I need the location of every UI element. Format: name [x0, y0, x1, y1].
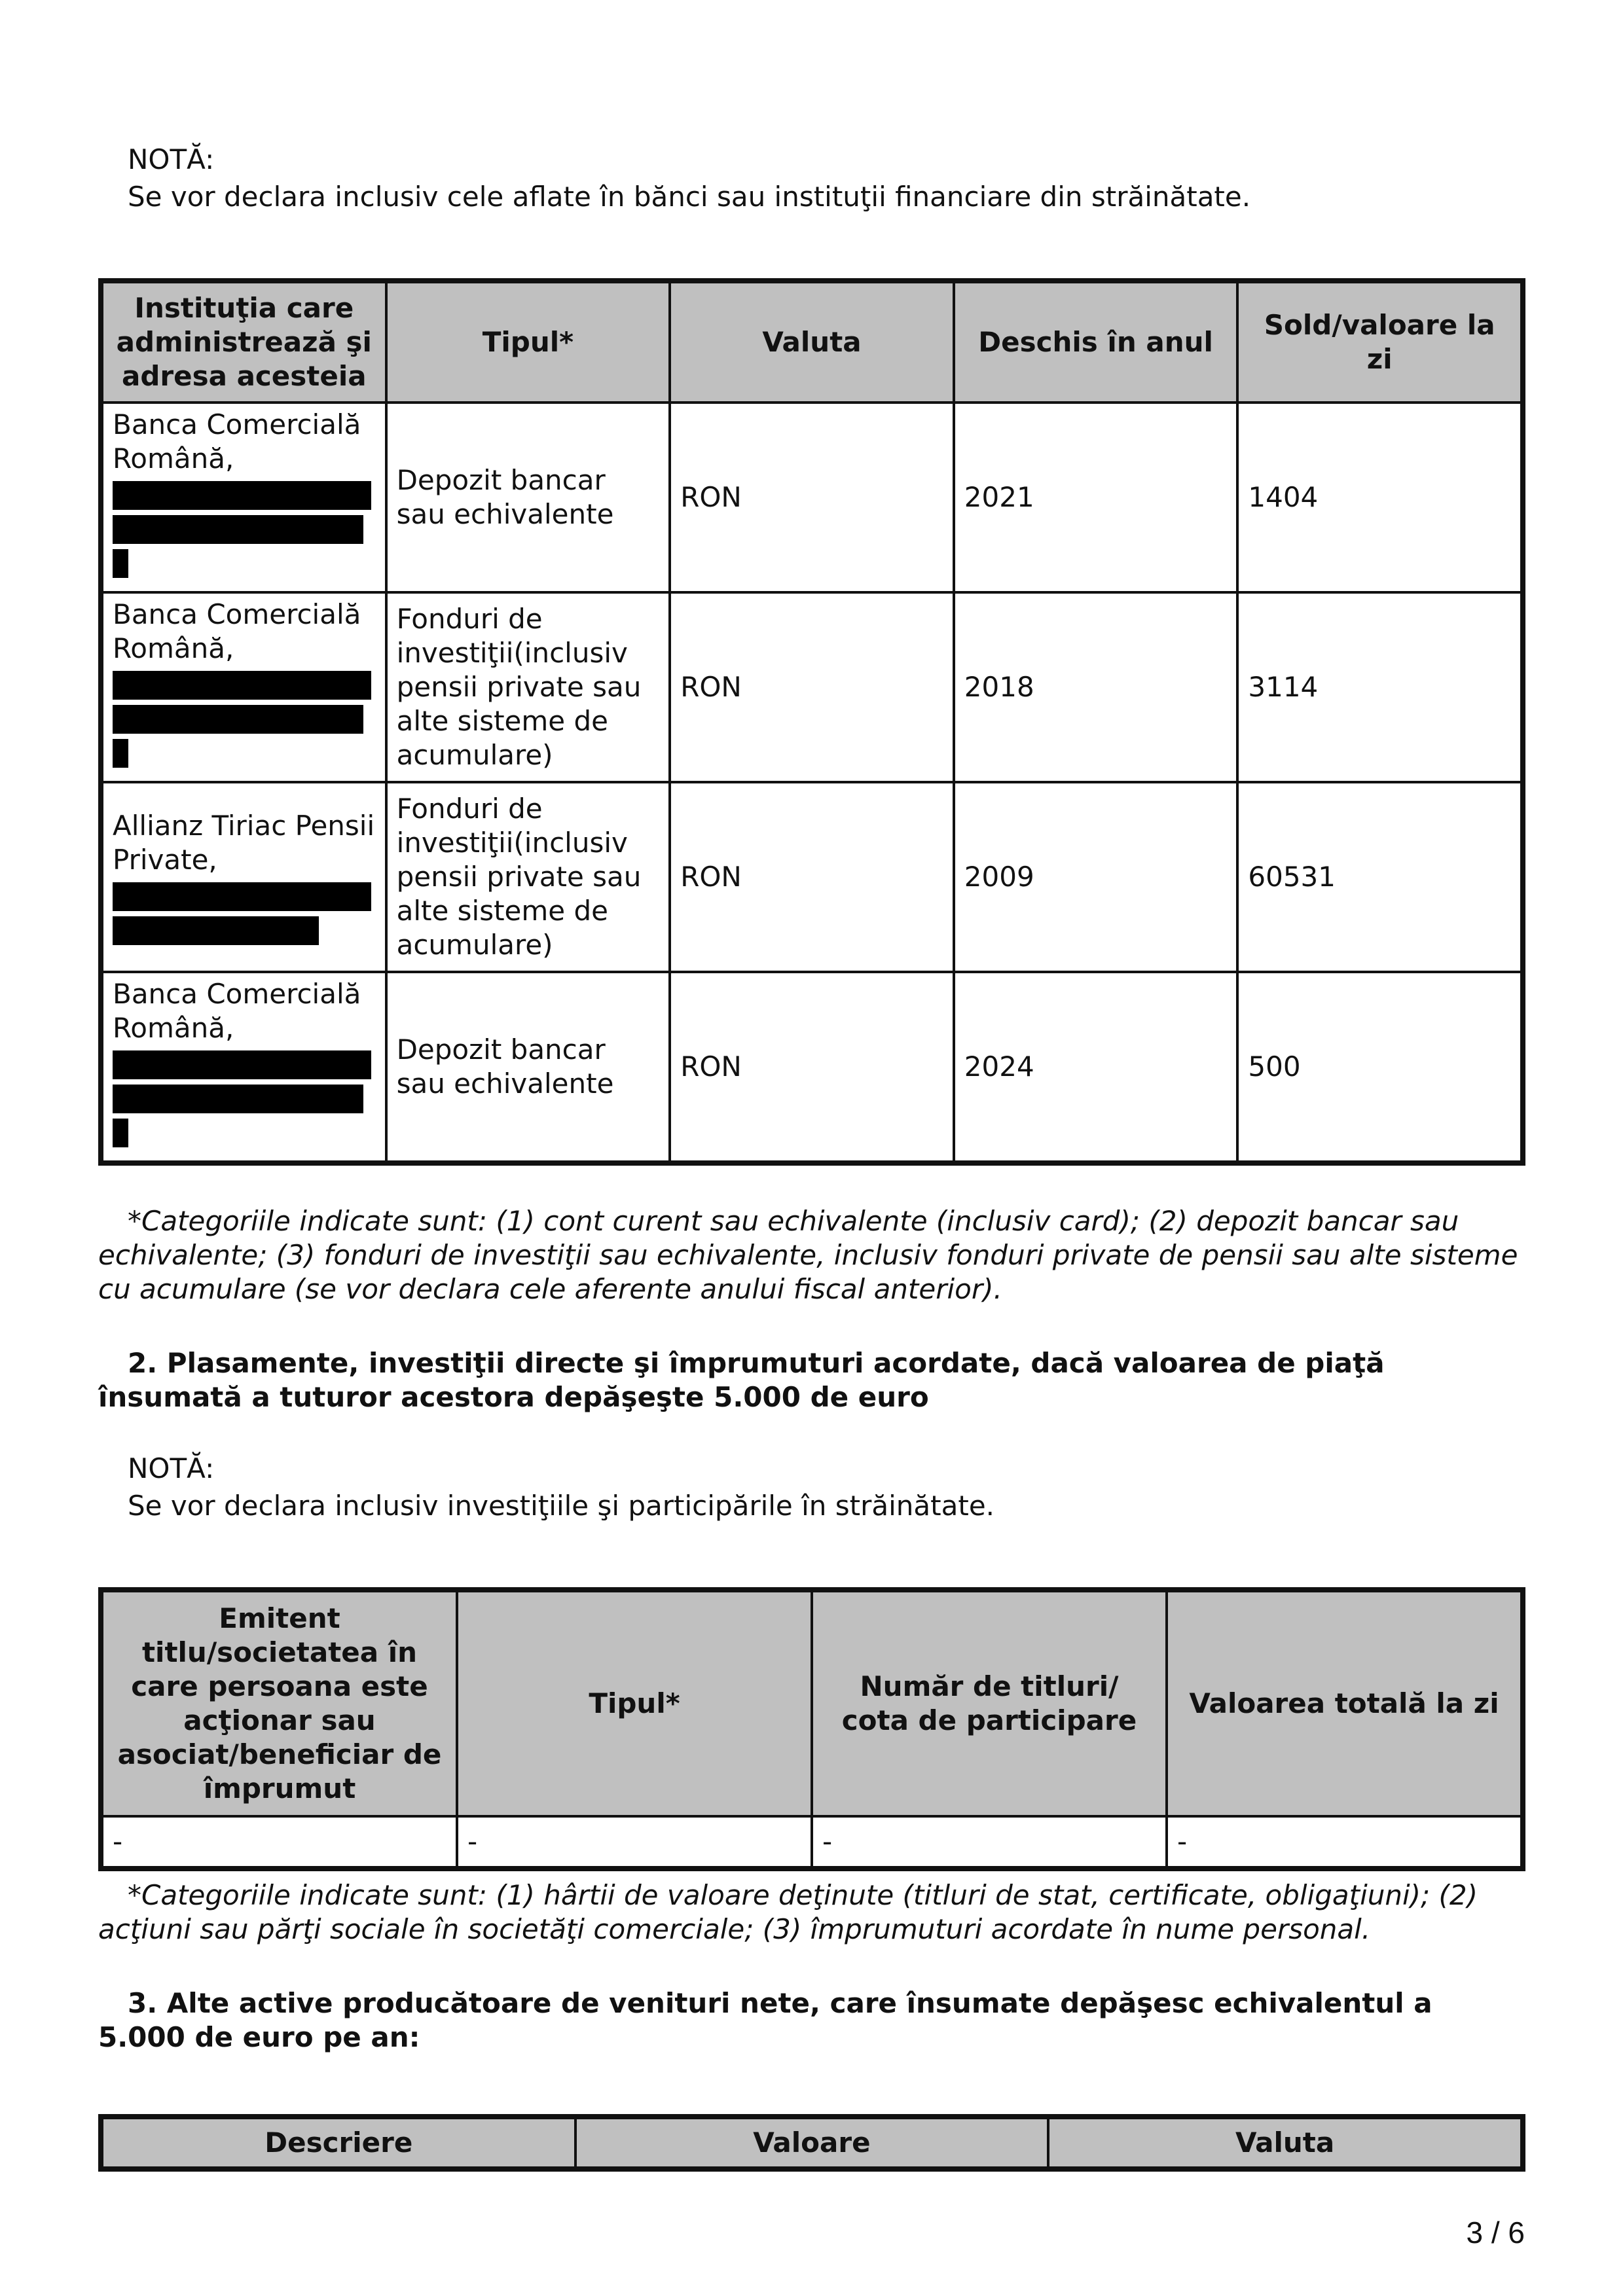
- table-header-row: [103, 1592, 1520, 1815]
- issuer-cell: -: [103, 1818, 456, 1866]
- table-row: [103, 594, 1520, 781]
- accounts-table: [98, 278, 1525, 1166]
- year-cell: 2021: [955, 404, 1237, 591]
- currency-cell: RON: [671, 973, 953, 1160]
- section-title: 2. Plasamente, investiţii directe şi împrumuturi acordate, dacă valoarea de piaţă însumată a tuturor acestora depăşeşte 5.000 de euro: [98, 1347, 1385, 1413]
- institution-name: Banca Comercială Română,: [113, 408, 361, 475]
- institution-cell: [103, 973, 385, 1160]
- note-text: Se vor declara inclusiv cele aflate în bănci sau instituţii financiare din străinătate.: [128, 181, 1251, 213]
- other-assets-table: [98, 2114, 1525, 2172]
- table-header-row: [103, 2119, 1520, 2166]
- header-value: Valoare: [577, 2119, 1048, 2166]
- balance-cell: 3114: [1239, 594, 1520, 781]
- header-currency: Valuta: [671, 283, 953, 401]
- year-cell: 2024: [955, 973, 1237, 1160]
- institution-name: Banca Comercială Română,: [113, 978, 361, 1044]
- table-footnote: *Categoriile indicate sunt: (1) cont curent sau echivalente (inclusiv card); (2) depozit bancar sau echivalente; (3) fonduri de investiţii sau echivalente, inclusiv fonduri private de pensii sau alte sisteme cu acumulare (se vor declara cele aferente anului fiscal anterior).: [98, 1205, 1518, 1305]
- section-title: 3. Alte active producătoare de venituri nete, care însumate depăşesc echivalentul a 5.000 de euro pe an:: [98, 1987, 1432, 2053]
- shares-cell: -: [813, 1818, 1165, 1866]
- redaction-bar: [113, 739, 128, 768]
- balance-cell: 500: [1239, 973, 1520, 1160]
- institution-cell: [103, 594, 385, 781]
- header-currency: Valuta: [1049, 2119, 1520, 2166]
- type-cell: Depozit bancar sau echivalente: [388, 404, 669, 591]
- institution-name: Banca Comercială Română,: [113, 598, 361, 664]
- redaction-bar: [113, 515, 363, 544]
- redaction-bar: [113, 481, 371, 510]
- table-footnote: *Categoriile indicate sunt: (1) hârtii de valoare deţinute (titluri de stat, certificate, obligaţiuni); (2) acţiuni sau părţi sociale în societăţi comerciale; (3) împrumuturi acordate în nume personal.: [98, 1879, 1478, 1945]
- table-header-row: [103, 283, 1520, 401]
- currency-cell: RON: [671, 404, 953, 591]
- redaction-bar: [113, 882, 371, 911]
- type-cell: -: [458, 1818, 811, 1866]
- note-text: Se vor declara inclusiv investiţiile şi participările în străinătate.: [128, 1490, 995, 1522]
- redaction-bar: [113, 1085, 363, 1113]
- header-shares: Număr de titluri/ cota de participare: [813, 1592, 1165, 1815]
- redaction-bar: [113, 916, 319, 945]
- header-type: Tipul*: [458, 1592, 811, 1815]
- table-row: [103, 1818, 1520, 1866]
- year-cell: 2018: [955, 594, 1237, 781]
- header-institution: Instituţia care administrează şi adresa acesteia: [103, 283, 385, 401]
- balance-cell: 60531: [1239, 783, 1520, 971]
- note-heading: NOTĂ:: [128, 1452, 215, 1484]
- header-year: Deschis în anul: [955, 283, 1237, 401]
- header-description: Descriere: [103, 2119, 574, 2166]
- redaction-bar: [113, 1050, 371, 1079]
- page-number: 3 / 6: [1466, 2215, 1525, 2250]
- currency-cell: RON: [671, 783, 953, 971]
- type-cell: Fonduri de investiţii(inclusiv pensii private sau alte sisteme de acumulare): [388, 594, 669, 781]
- investments-table: [98, 1587, 1525, 1871]
- redaction-bar: [113, 549, 128, 578]
- redaction-bar: [113, 705, 363, 734]
- header-total-value: Valoarea totală la zi: [1168, 1592, 1520, 1815]
- year-cell: 2009: [955, 783, 1237, 971]
- header-type: Tipul*: [388, 283, 669, 401]
- header-issuer: Emitent titlu/societatea în care persoana este acţionar sau asociat/beneficiar de împrumut: [103, 1592, 456, 1815]
- institution-cell: [103, 404, 385, 591]
- institution-cell: [103, 783, 385, 971]
- currency-cell: RON: [671, 594, 953, 781]
- balance-cell: 1404: [1239, 404, 1520, 591]
- institution-name: Allianz Tiriac Pensii Private,: [113, 810, 375, 876]
- note-heading: NOTĂ:: [128, 143, 215, 175]
- table-row: [103, 973, 1520, 1160]
- type-cell: Fonduri de investiţii(inclusiv pensii private sau alte sisteme de acumulare): [388, 783, 669, 971]
- table-row: [103, 783, 1520, 971]
- header-balance: Sold/valoare la zi: [1239, 283, 1520, 401]
- redaction-bar: [113, 1119, 128, 1147]
- type-cell: Depozit bancar sau echivalente: [388, 973, 669, 1160]
- redaction-bar: [113, 671, 371, 700]
- total-value-cell: -: [1168, 1818, 1520, 1866]
- table-row: [103, 404, 1520, 591]
